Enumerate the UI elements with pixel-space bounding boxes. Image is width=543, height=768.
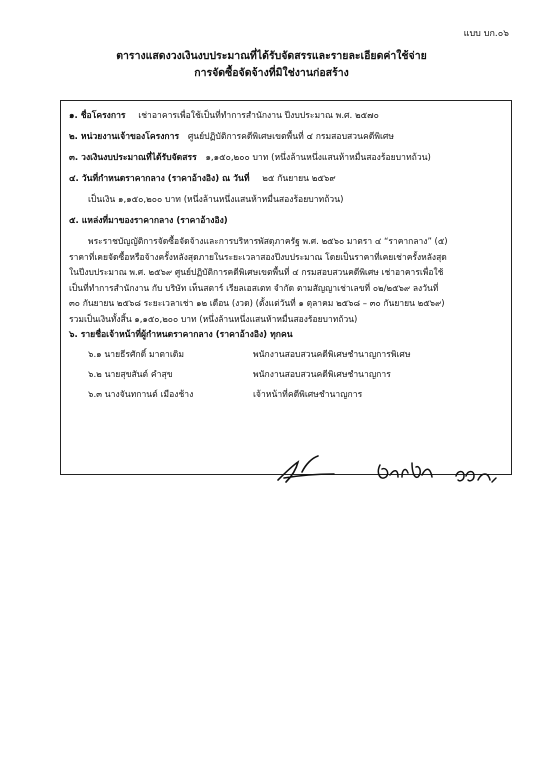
item2-row	[69, 131, 394, 143]
item6-label: ๖. รายชื่อเจ้าหน้าที่ผู้กำหนดราคากลาง (ราคาอ้างอิง) ทุกคน	[69, 330, 293, 340]
person2-position: พนักงานสอบสวนคดีพิเศษชำนาญการ	[253, 370, 391, 380]
document-title-line1: ตารางแสดงวงเงินงบประมาณที่ได้รับจัดสรรและรายละเอียดค่าใช้จ่าย	[116, 50, 427, 62]
item3-row	[69, 152, 431, 164]
signature-3	[452, 462, 502, 488]
item5-label: ๕. แหล่งที่มาของราคากลาง (ราคาอ้างอิง)	[69, 216, 228, 226]
signature-2	[372, 455, 442, 489]
item5-line5: ๓๐ กันยายน ๒๕๖๘ ระยะเวลาเช่า ๑๒ เดือน (งวด) (ตั้งแต่วันที่ ๑ ตุลาคม ๒๕๖๘ – ๓๐ กันยายน ๒๕๖๙)	[69, 299, 445, 309]
item4-row	[69, 173, 336, 185]
person3-position: เจ้าหน้าที่คดีพิเศษชำนาญการ	[253, 390, 363, 400]
item1-row	[69, 110, 379, 122]
item5-line1: พระราชบัญญัติการจัดซื้อจัดจ้างและการบริหารพัสดุภาครัฐ พ.ศ. ๒๕๖๐ มาตรา ๔ “ราคากลาง” (๕)	[88, 237, 448, 247]
form-code: แบบ บก.๐๖	[463, 29, 509, 39]
item5-paragraph	[69, 235, 507, 328]
person3-name: ๖.๓ นางจันทกานต์ เมืองช้าง	[88, 390, 194, 400]
item5-line6: รวมเป็นเงินทั้งสิ้น ๑,๑๕๐,๒๐๐ บาท (หนึ่งล้านหนึ่งแสนห้าหมื่นสองร้อยบาทถ้วน)	[69, 314, 358, 325]
signature-1	[272, 452, 342, 492]
item3-label: ๓. วงเงินงบประมาณที่ได้รับจัดสรร	[69, 153, 197, 163]
person1-name: ๖.๑ นายธีรศักดิ์ มาตาเดิม	[88, 350, 185, 360]
item5-line3: ในปีงบประมาณ พ.ศ. ๒๕๖๙ ศูนย์ปฏิบัติการคดีพิเศษเขตพื้นที่ ๔ กรมสอบสวนคดีพิเศษ เช่าอาคารเพื่อใช้	[69, 268, 444, 278]
person1-position: พนักงานสอบสวนคดีพิเศษชำนาญการพิเศษ	[253, 350, 411, 360]
item1-label: ๑. ชื่อโครงการ	[69, 111, 126, 121]
item5-line2: ราคาที่เคยจัดซื้อหรือจ้างครั้งหลังสุดภายในระยะเวลาสองปีงบประมาณ โดยเป็นราคาที่เคยเช่าครั้งหลังสุด	[69, 252, 447, 263]
item4-amount: เป็นเงิน ๑,๑๕๐,๒๐๐ บาท (หนึ่งล้านหนึ่งแสนห้าหมื่นสองร้อยบาทถ้วน)	[88, 195, 344, 205]
item2-label: ๒. หน่วยงานเจ้าของโครงการ	[69, 132, 180, 142]
item4-label: ๔. วันที่กำหนดราคากลาง (ราคาอ้างอิง) ณ วันที่	[69, 174, 250, 184]
item4-value: ๒๕ กันยายน ๒๕๖๙	[262, 174, 336, 184]
person2-name: ๖.๒ นายสุขสันต์ คำสุข	[88, 370, 173, 380]
document-title-line2: การจัดซื้อจัดจ้างที่มิใช่งานก่อสร้าง	[194, 67, 349, 79]
item1-value: เช่าอาคารเพื่อใช้เป็นที่ทำการสำนักงาน ปีงบประมาณ พ.ศ. ๒๕๗๐	[138, 111, 379, 121]
item3-value: ๑,๑๕๐,๒๐๐ บาท (หนึ่งล้านหนึ่งแสนห้าหมื่นสองร้อยบาทถ้วน)	[205, 153, 431, 163]
item2-value: ศูนย์ปฏิบัติการคดีพิเศษเขตพื้นที่ ๔ กรมสอบสวนคดีพิเศษ	[187, 132, 395, 142]
item5-line4: เป็นที่ทำการสำนักงาน กับ บริษัท เท็นสตาร์ เรียลเอสเตท จำกัด ตามสัญญาเช่าเลขที่ ๐๒/๒๕๖๙ ลงวันที่	[69, 283, 439, 294]
